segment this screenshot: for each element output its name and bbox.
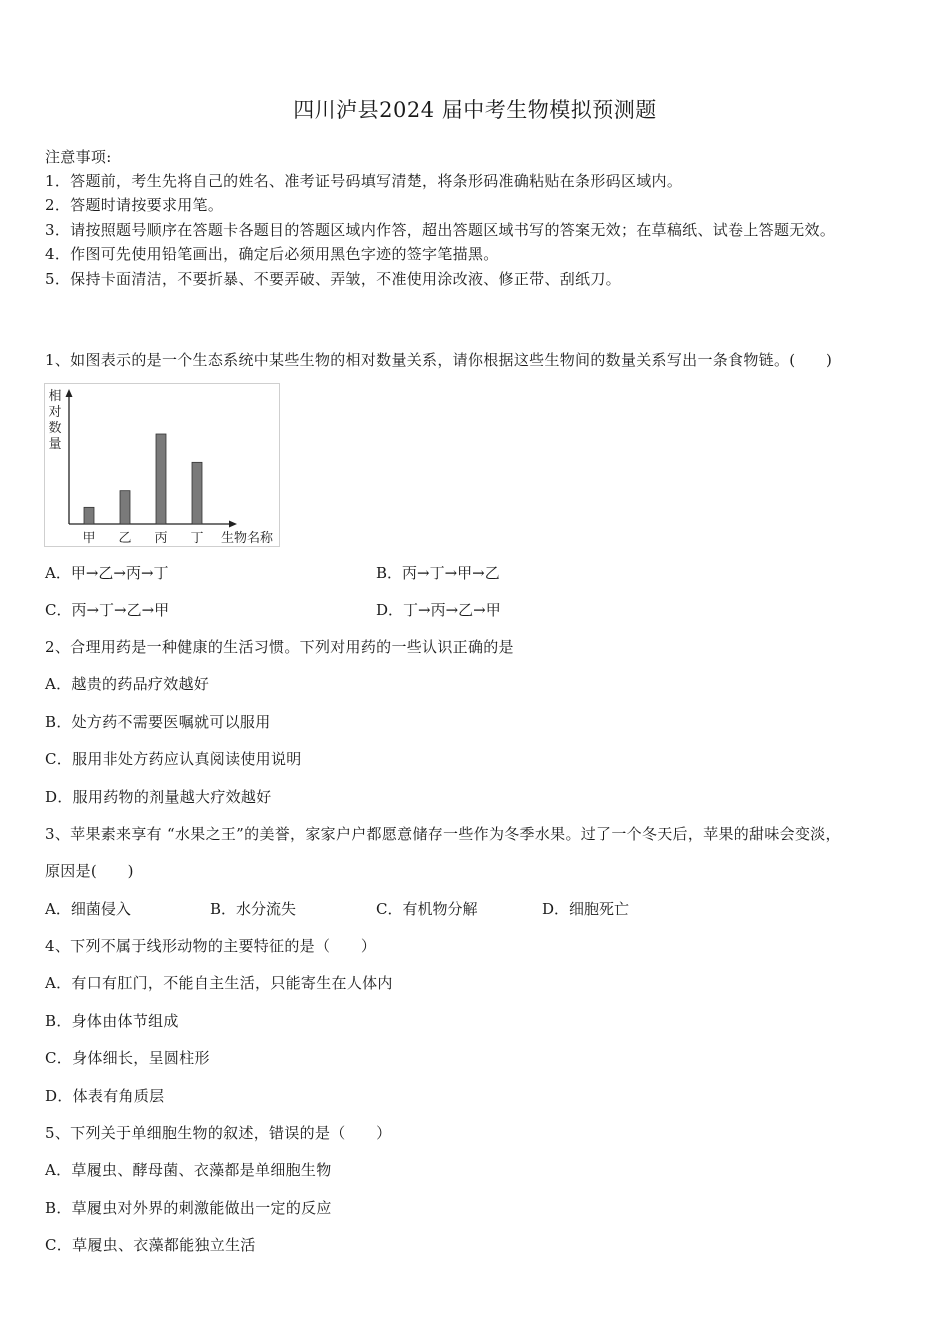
q3-option-d[interactable]: D．细胞死亡 [542,900,630,918]
q4-option-d[interactable]: D．体表有角质层 [45,1087,165,1105]
q5-stem: 5、下列关于单细胞生物的叙述，错误的是（ ） [45,1124,392,1142]
bar [192,462,202,524]
bar [84,507,94,524]
q3-stem-line1: 3、苹果素来享有 “水果之王”的美誉，家家户户都愿意储存一些作为冬季水果。过了一个冬天后，苹果的甜味会变淡， [45,825,841,843]
x-axis-label: 生物名称 [221,531,274,546]
q4-option-b[interactable]: B．身体由体节组成 [45,1012,179,1030]
note-item: 3．请按照题号顺序在答题卡各题目的答题区域内作答，超出答题区域书写的答案无效；在草稿纸、试卷上答题无效。 [45,221,836,239]
q1-option-c[interactable]: C．丙→丁→乙→甲 [45,601,170,619]
note-item: 1．答题前，考生先将自己的姓名、准考证号码填写清楚，将条形码准确粘贴在条形码区域内。 [45,172,683,190]
q1-chart [44,383,280,547]
q5-option-a[interactable]: A．草履虫、酵母菌、衣藻都是单细胞生物 [45,1161,332,1179]
q2-option-a[interactable]: A．越贵的药品疗效越好 [45,675,210,693]
q2-option-c[interactable]: C．服用非处方药应认真阅读使用说明 [45,750,302,768]
q3-option-a[interactable]: A．细菌侵入 [45,900,131,918]
notes-heading: 注意事项: [45,148,112,166]
q5-option-c[interactable]: C．草履虫、衣藻都能独立生活 [45,1236,256,1254]
y-axis-arrow-icon [66,389,73,397]
x-tick-label: 丙 [154,531,168,546]
q1-option-a[interactable]: A．甲→乙→丙→丁 [45,564,169,582]
y-axis-label-char: 相 [48,389,62,404]
q2-option-d[interactable]: D．服用药物的剂量越大疗效越好 [45,788,272,806]
y-axis-label [48,388,61,452]
q1-stem: 1、如图表示的是一个生态系统中某些生物的相对数量关系，请你根据这些生物间的数量关系写出一条食物链。( ) [45,351,833,369]
q3-option-b[interactable]: B．水分流失 [210,900,297,918]
q3-option-c[interactable]: C．有机物分解 [376,900,478,918]
bar-chart [45,384,279,546]
q4-option-c[interactable]: C．身体细长，呈圆柱形 [45,1049,210,1067]
bar [156,434,166,524]
q2-stem: 2、合理用药是一种健康的生活习惯。下列对用药的一些认识正确的是 [45,638,514,656]
x-tick-labels [82,531,203,546]
note-item: 4．作图可先使用铅笔画出，确定后必须用黑色字迹的签字笔描黑。 [45,245,499,263]
bars [84,434,202,524]
q5-option-b[interactable]: B．草履虫对外界的刺激能做出一定的反应 [45,1199,332,1217]
q2-option-b[interactable]: B．处方药不需要医嘱就可以服用 [45,713,271,731]
y-axis-label-char: 数 [48,421,62,436]
q3-stem-line2: 原因是( ) [45,862,134,880]
y-axis-label-char: 量 [48,437,62,452]
x-tick-label: 甲 [82,531,96,546]
q4-option-a[interactable]: A．有口有肛门，不能自主生活，只能寄生在人体内 [45,974,393,992]
note-item: 2．答题时请按要求用笔。 [45,196,224,214]
x-tick-label: 丁 [190,531,204,546]
bar [120,491,130,524]
x-axis-arrow-icon [229,521,237,528]
q1-option-d[interactable]: D．丁→丙→乙→甲 [376,601,501,619]
note-item: 5．保持卡面清洁，不要折暴、不要弄破、弄皱，不准使用涂改液、修正带、刮纸刀。 [45,270,621,288]
x-tick-label: 乙 [118,531,132,546]
y-axis-label-char: 对 [48,405,62,420]
page-title: 四川泸县2024 届中考生物模拟预测题 [293,98,657,122]
q1-option-b[interactable]: B．丙→丁→甲→乙 [376,564,500,582]
q4-stem: 4、下列不属于线形动物的主要特征的是（ ） [45,937,377,955]
